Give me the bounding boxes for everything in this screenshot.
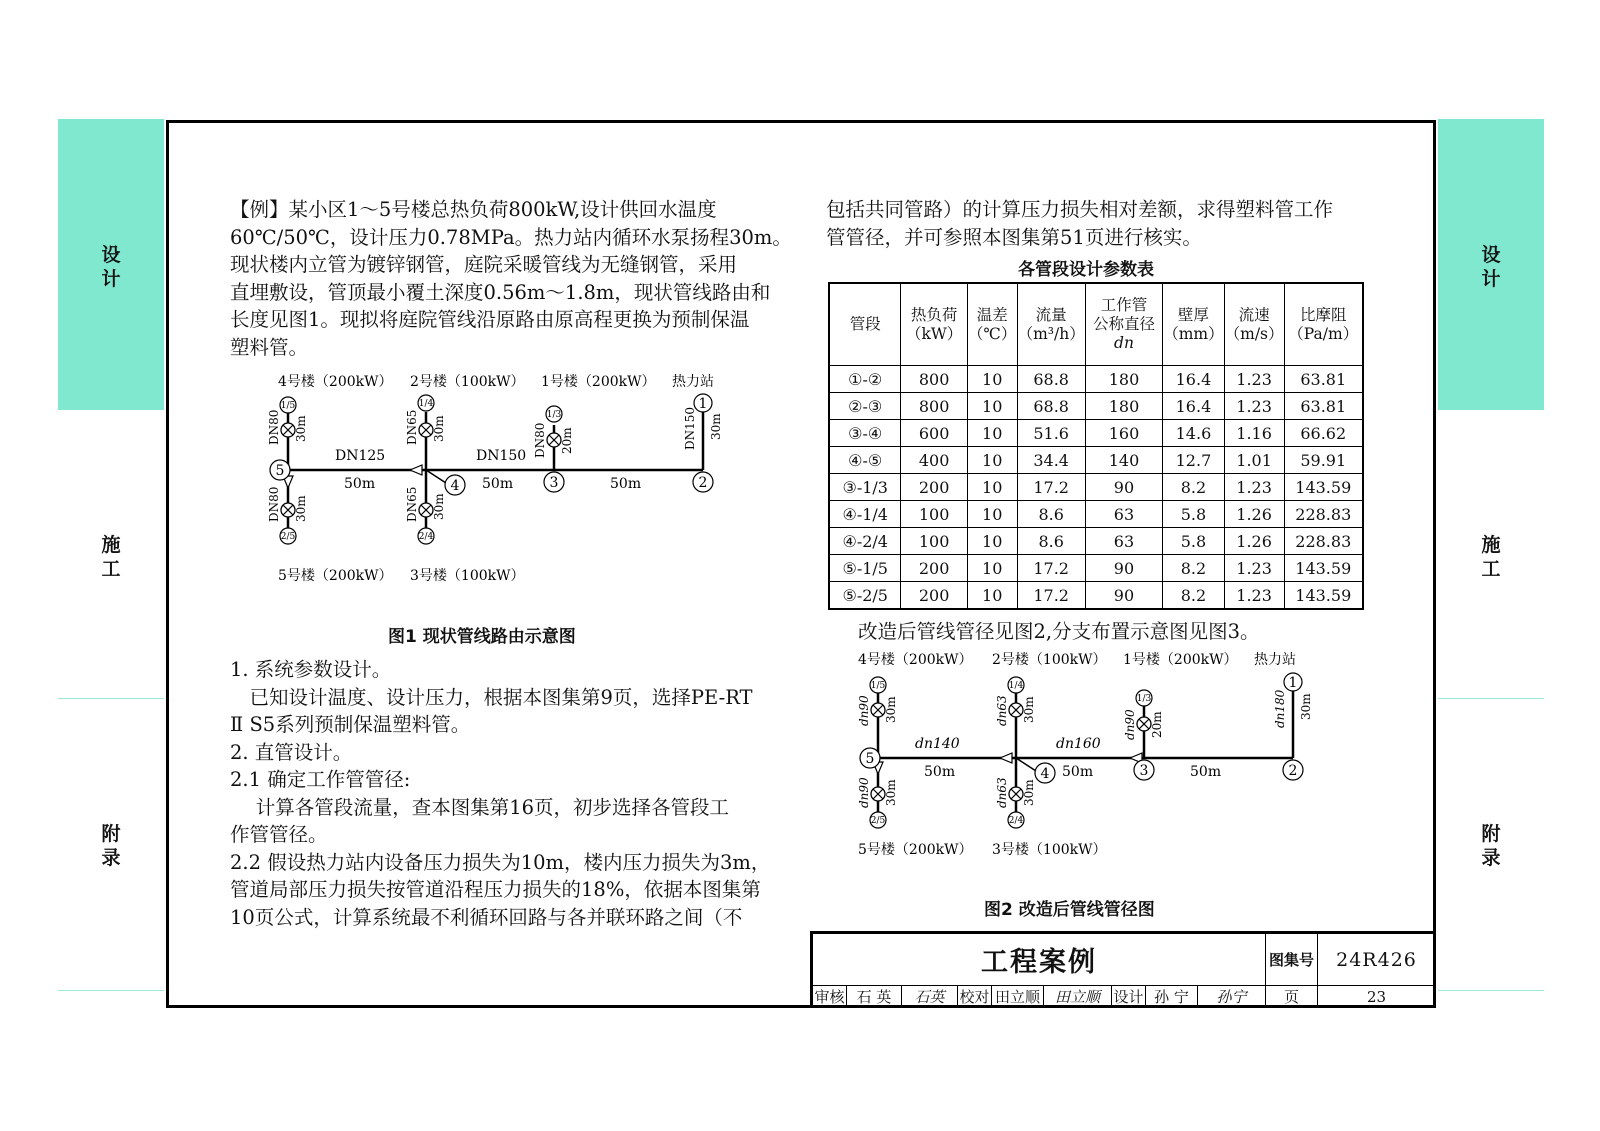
table-cell: 10: [967, 582, 1017, 610]
table-header-row: [829, 283, 1363, 366]
continuation-line: 管管径，并可参照本图集第51页进行核实。: [826, 225, 1202, 249]
check-label: 校对: [958, 986, 992, 1008]
header-cell: 温差 （℃）: [967, 283, 1017, 366]
table-cell: 1.26: [1224, 501, 1284, 528]
table-cell: 10: [967, 420, 1017, 447]
table-row: [829, 393, 1363, 420]
table-cell: ③-④: [829, 420, 901, 447]
fig2-riser-length: 30m: [1022, 696, 1036, 723]
table-cell: 12.7: [1163, 447, 1224, 474]
design-label: 设计: [1112, 986, 1146, 1008]
fig1-length: 50m: [610, 476, 642, 492]
example-line: 60℃/50℃，设计压力0.78MPa。热力站内循环水泵扬程30m。: [230, 225, 792, 249]
fig1-node-label: 4: [450, 478, 460, 494]
header-cell: 壁厚 （mm）: [1163, 283, 1224, 366]
steps-line: 计算各管段流量，查本图集第16页，初步选择各管段工: [230, 795, 730, 819]
table-cell: 17.2: [1017, 474, 1085, 501]
steps-line: 已知设计温度、设计压力，根据本图集第9页，选择PE-RT: [230, 685, 753, 709]
reviewer-name: 石 英: [847, 986, 902, 1008]
example-line: 长度见图1。现拟将庭院管线沿原路由原高程更换为预制保温: [230, 308, 750, 331]
table-cell: 68.8: [1017, 393, 1085, 420]
fig2-riser-length: 30m: [884, 696, 898, 723]
fig2-length: 50m: [1190, 764, 1222, 780]
fig1-riser-length: 30m: [294, 495, 308, 522]
table-cell: 63.81: [1284, 393, 1363, 420]
fig1-riser-length: 30m: [432, 493, 446, 520]
table-cell: 1.23: [1224, 582, 1284, 610]
table-cell: ④-1/4: [829, 501, 901, 528]
table-cell: 180: [1085, 366, 1163, 393]
fig1-node-label: 3: [549, 475, 559, 491]
fig1-node-label: 1/4: [418, 399, 434, 409]
designer-name: 孙 宁: [1146, 986, 1198, 1008]
header-cell: 流量 （m³/h）: [1017, 283, 1085, 366]
table-cell: 51.6: [1017, 420, 1085, 447]
table-row: [829, 420, 1363, 447]
fig2-riser-size: dn90: [857, 777, 871, 808]
table-cell: 63: [1085, 501, 1163, 528]
header-cell: 管段: [829, 283, 901, 366]
left-tab-appendix[interactable]: 附 录: [101, 823, 121, 869]
fig1-building-label: 3号楼（100kW）: [410, 568, 525, 584]
table-cell: 800: [901, 366, 967, 393]
table-cell: ④-⑤: [829, 447, 901, 474]
steps-line: Ⅱ S5系列预制保温塑料管。: [230, 713, 471, 736]
table-cell: 8.2: [1163, 474, 1224, 501]
header-cell: 热负荷 （kW）: [901, 283, 967, 366]
fig1-riser-size: DN80: [267, 409, 281, 445]
steps-line: 2.2 假设热力站内设备压力损失为10m，楼内压力损失为3m，: [230, 850, 771, 874]
table-cell: 17.2: [1017, 555, 1085, 582]
table-cell: 10: [967, 393, 1017, 420]
figure-1-caption: 图1 现状管线路由示意图: [388, 627, 576, 647]
table-cell: 5.8: [1163, 528, 1224, 555]
table-row: [829, 528, 1363, 555]
fig2-node-label: 5: [865, 751, 875, 767]
fig2-node-label: 1/4: [1008, 681, 1024, 691]
table-row: [829, 555, 1363, 582]
fig2-building-label: 4号楼（200kW）: [858, 652, 973, 668]
right-tab-construction[interactable]: 施 工: [1481, 534, 1501, 580]
table-cell: ⑤-1/5: [829, 555, 901, 582]
fig1-riser-size: DN65: [405, 486, 419, 522]
fig2-riser-length: 30m: [1299, 693, 1313, 720]
table-cell: 5.8: [1163, 501, 1224, 528]
steps-line: 10页公式，计算系统最不利循环回路与各并联环路之间（不: [230, 905, 743, 929]
continuation-line: 包括共同管路）的计算压力损失相对差额，求得塑料管工作: [826, 198, 1334, 221]
table-cell: 800: [901, 393, 967, 420]
table-cell: 140: [1085, 447, 1163, 474]
checker-signature: 田立顺: [1044, 986, 1112, 1008]
checker-name: 田立顺: [992, 986, 1044, 1008]
fig1-length: 50m: [482, 476, 514, 492]
table-cell: 10: [967, 474, 1017, 501]
table-cell: 143.59: [1284, 582, 1363, 610]
review-label: 审核: [813, 986, 847, 1008]
fig2-length: 50m: [1062, 764, 1094, 780]
reviewer-signature: 石英: [902, 986, 958, 1008]
left-tab-design[interactable]: 设 计: [101, 244, 121, 290]
steps-line: 作管管径。: [230, 823, 328, 846]
fig1-building-label: 4号楼（200kW）: [278, 374, 393, 390]
table-body: [829, 366, 1363, 610]
table-cell: 90: [1085, 555, 1163, 582]
table-cell: 34.4: [1017, 447, 1085, 474]
continuation-paragraph: [826, 196, 1333, 251]
steps-line: 2. 直管设计。: [230, 740, 353, 764]
atlas-label: 图集号: [1266, 934, 1318, 986]
table-cell: 1.23: [1224, 555, 1284, 582]
steps-line: 管道局部压力损失按管道沿程压力损失的18%，依据本图集第: [230, 878, 761, 901]
fig2-node-label: 2: [1288, 763, 1298, 779]
fig2-riser-size: dn63: [995, 777, 1009, 808]
atlas-number: 24R426: [1318, 934, 1436, 986]
fig1-riser-size: DN80: [267, 486, 281, 522]
left-tab-construction[interactable]: 施 工: [101, 534, 121, 580]
example-line: 直埋敷设，管顶最小覆土深度0.56m～1.8m，现状管线路由和: [230, 280, 771, 304]
fig2-pipe-size: dn140: [915, 736, 960, 752]
fig2-node-label: 1/3: [1136, 694, 1152, 704]
table-cell: ⑤-2/5: [829, 582, 901, 610]
fig2-building-label: 2号楼（100kW）: [992, 652, 1107, 668]
table-cell: ③-1/3: [829, 474, 901, 501]
fig1-node-label: 5: [275, 463, 285, 479]
fig1-node-label: 1/3: [546, 410, 562, 420]
table-row: [829, 582, 1363, 610]
pipe-parameter-table: [828, 282, 1364, 610]
table-cell: 16.4: [1163, 393, 1224, 420]
table-cell: 10: [967, 501, 1017, 528]
table-cell: 228.83: [1284, 501, 1363, 528]
example-line: 【例】某小区1～5号楼总热负荷800kW,设计供回水温度: [230, 198, 717, 221]
fig2-building-label: 1号楼（200kW）: [1123, 652, 1238, 668]
table-cell: 17.2: [1017, 582, 1085, 610]
example-line: 现状楼内立管为镀锌钢管，庭院采暖管线为无缝钢管，采用: [230, 253, 738, 276]
fig1-node-label: 1: [698, 396, 708, 412]
right-tab-design[interactable]: 设 计: [1481, 244, 1501, 290]
table-row: [829, 501, 1363, 528]
table-row: [829, 474, 1363, 501]
fig1-riser-length: 30m: [709, 413, 723, 440]
table-cell: 14.6: [1163, 420, 1224, 447]
table-cell: 10: [967, 447, 1017, 474]
header-cell: 比摩阻 （Pa/m）: [1284, 283, 1363, 366]
fig2-riser-length: 30m: [884, 779, 898, 806]
table-cell: 66.62: [1284, 420, 1363, 447]
fig1-length: 50m: [344, 476, 376, 492]
table-cell: 8.6: [1017, 501, 1085, 528]
table-cell: 160: [1085, 420, 1163, 447]
table-cell: 400: [901, 447, 967, 474]
steps-paragraph: [230, 656, 770, 931]
table-cell: 8.2: [1163, 582, 1224, 610]
fig1-station-label: 热力站: [672, 374, 714, 390]
fig2-riser-size: dn90: [1123, 709, 1137, 740]
figure-2-caption: 图2 改造后管线管径图: [984, 900, 1155, 920]
fig2-riser-length: 30m: [1022, 779, 1036, 806]
example-paragraph: [230, 196, 792, 361]
fig1-riser-size: DN65: [405, 409, 419, 445]
fig1-riser-length: 20m: [560, 427, 574, 454]
table-cell: 1.23: [1224, 393, 1284, 420]
table-cell: ①-②: [829, 366, 901, 393]
table-cell: 600: [901, 420, 967, 447]
figure-2-diagram: [848, 648, 1348, 888]
example-line: 塑料管。: [230, 335, 309, 359]
fig2-pipe-size: dn160: [1056, 736, 1101, 752]
fig1-node-label: 2: [698, 475, 708, 491]
fig2-node-label: 2/4: [1008, 816, 1024, 826]
fig2-node-label: 1/5: [870, 681, 886, 691]
fig1-riser-length: 30m: [432, 415, 446, 442]
table-cell: ④-2/4: [829, 528, 901, 555]
fig2-node-label: 2/5: [870, 816, 886, 826]
table-cell: 10: [967, 528, 1017, 555]
designer-signature: 孙宁: [1198, 986, 1266, 1008]
fig1-building-label: 2号楼（100kW）: [410, 374, 525, 390]
figure-1-diagram: [258, 370, 758, 610]
fig1-riser-length: 30m: [294, 415, 308, 442]
table-cell: 1.01: [1224, 447, 1284, 474]
steps-line: 2.1 确定工作管管径:: [230, 768, 411, 791]
fig1-pipe-size: DN150: [476, 448, 527, 464]
fig2-building-label: 5号楼（200kW）: [858, 842, 973, 858]
table-cell: 143.59: [1284, 555, 1363, 582]
table-cell: ②-③: [829, 393, 901, 420]
table-cell: 1.26: [1224, 528, 1284, 555]
table-cell: 59.91: [1284, 447, 1363, 474]
table-cell: 180: [1085, 393, 1163, 420]
table-title: 各管段设计参数表: [1018, 260, 1154, 280]
fig2-riser-size: dn180: [1273, 689, 1287, 728]
table-cell: 1.23: [1224, 366, 1284, 393]
table-cell: 8.6: [1017, 528, 1085, 555]
fig1-building-label: 1号楼（200kW）: [541, 374, 656, 390]
page-label: 页: [1266, 986, 1318, 1008]
table-cell: 1.16: [1224, 420, 1284, 447]
fig1-building-label: 5号楼（200kW）: [278, 568, 393, 584]
fig2-node-label: 3: [1139, 763, 1149, 779]
table-cell: 68.8: [1017, 366, 1085, 393]
table-cell: 1.23: [1224, 474, 1284, 501]
fig2-riser-size: dn63: [995, 695, 1009, 726]
fig2-riser-length: 20m: [1150, 711, 1164, 738]
after-table-text: 改造后管线管径见图2,分支布置示意图见图3。: [858, 620, 1260, 643]
header-cell: 流速 （m/s）: [1224, 283, 1284, 366]
right-tab-bottom-rule: [1438, 990, 1544, 991]
table-cell: 200: [901, 474, 967, 501]
left-tab-bottom-rule: [58, 990, 164, 991]
fig1-riser-size: DN150: [683, 406, 697, 450]
fig2-station-label: 热力站: [1254, 652, 1296, 668]
table-cell: 143.59: [1284, 474, 1363, 501]
right-tab-divider: [1438, 698, 1544, 699]
left-tab-divider: [58, 698, 164, 699]
fig2-length: 50m: [924, 764, 956, 780]
header-cell: 工作管 公称直径 dn: [1085, 283, 1163, 366]
table-row: [829, 447, 1363, 474]
fig2-node-label: 4: [1040, 766, 1050, 782]
table-cell: 16.4: [1163, 366, 1224, 393]
fig1-pipe-size: DN125: [335, 448, 386, 464]
table-cell: 63: [1085, 528, 1163, 555]
fig1-node-label: 1/5: [280, 401, 296, 411]
fig1-node-label: 2/4: [418, 532, 434, 542]
fig1-node-label: 2/5: [280, 532, 296, 542]
fig2-riser-size: dn90: [857, 695, 871, 726]
right-tab-appendix[interactable]: 附 录: [1481, 823, 1501, 869]
table-row: [829, 366, 1363, 393]
table-cell: 90: [1085, 582, 1163, 610]
table-cell: 100: [901, 528, 967, 555]
drawing-title: 工程案例: [813, 934, 1266, 986]
table-cell: 90: [1085, 474, 1163, 501]
table-cell: 228.83: [1284, 528, 1363, 555]
table-cell: 100: [901, 501, 967, 528]
fig1-riser-size: DN80: [533, 422, 547, 458]
table-cell: 200: [901, 555, 967, 582]
table-cell: 200: [901, 582, 967, 610]
table-cell: 10: [967, 366, 1017, 393]
title-block: [810, 931, 1436, 1008]
page-number: 23: [1318, 986, 1436, 1008]
table-cell: 10: [967, 555, 1017, 582]
table-cell: 8.2: [1163, 555, 1224, 582]
fig2-node-label: 1: [1288, 675, 1298, 691]
steps-line: 1. 系统参数设计。: [230, 658, 392, 681]
table-cell: 63.81: [1284, 366, 1363, 393]
fig2-building-label: 3号楼（100kW）: [992, 842, 1107, 858]
